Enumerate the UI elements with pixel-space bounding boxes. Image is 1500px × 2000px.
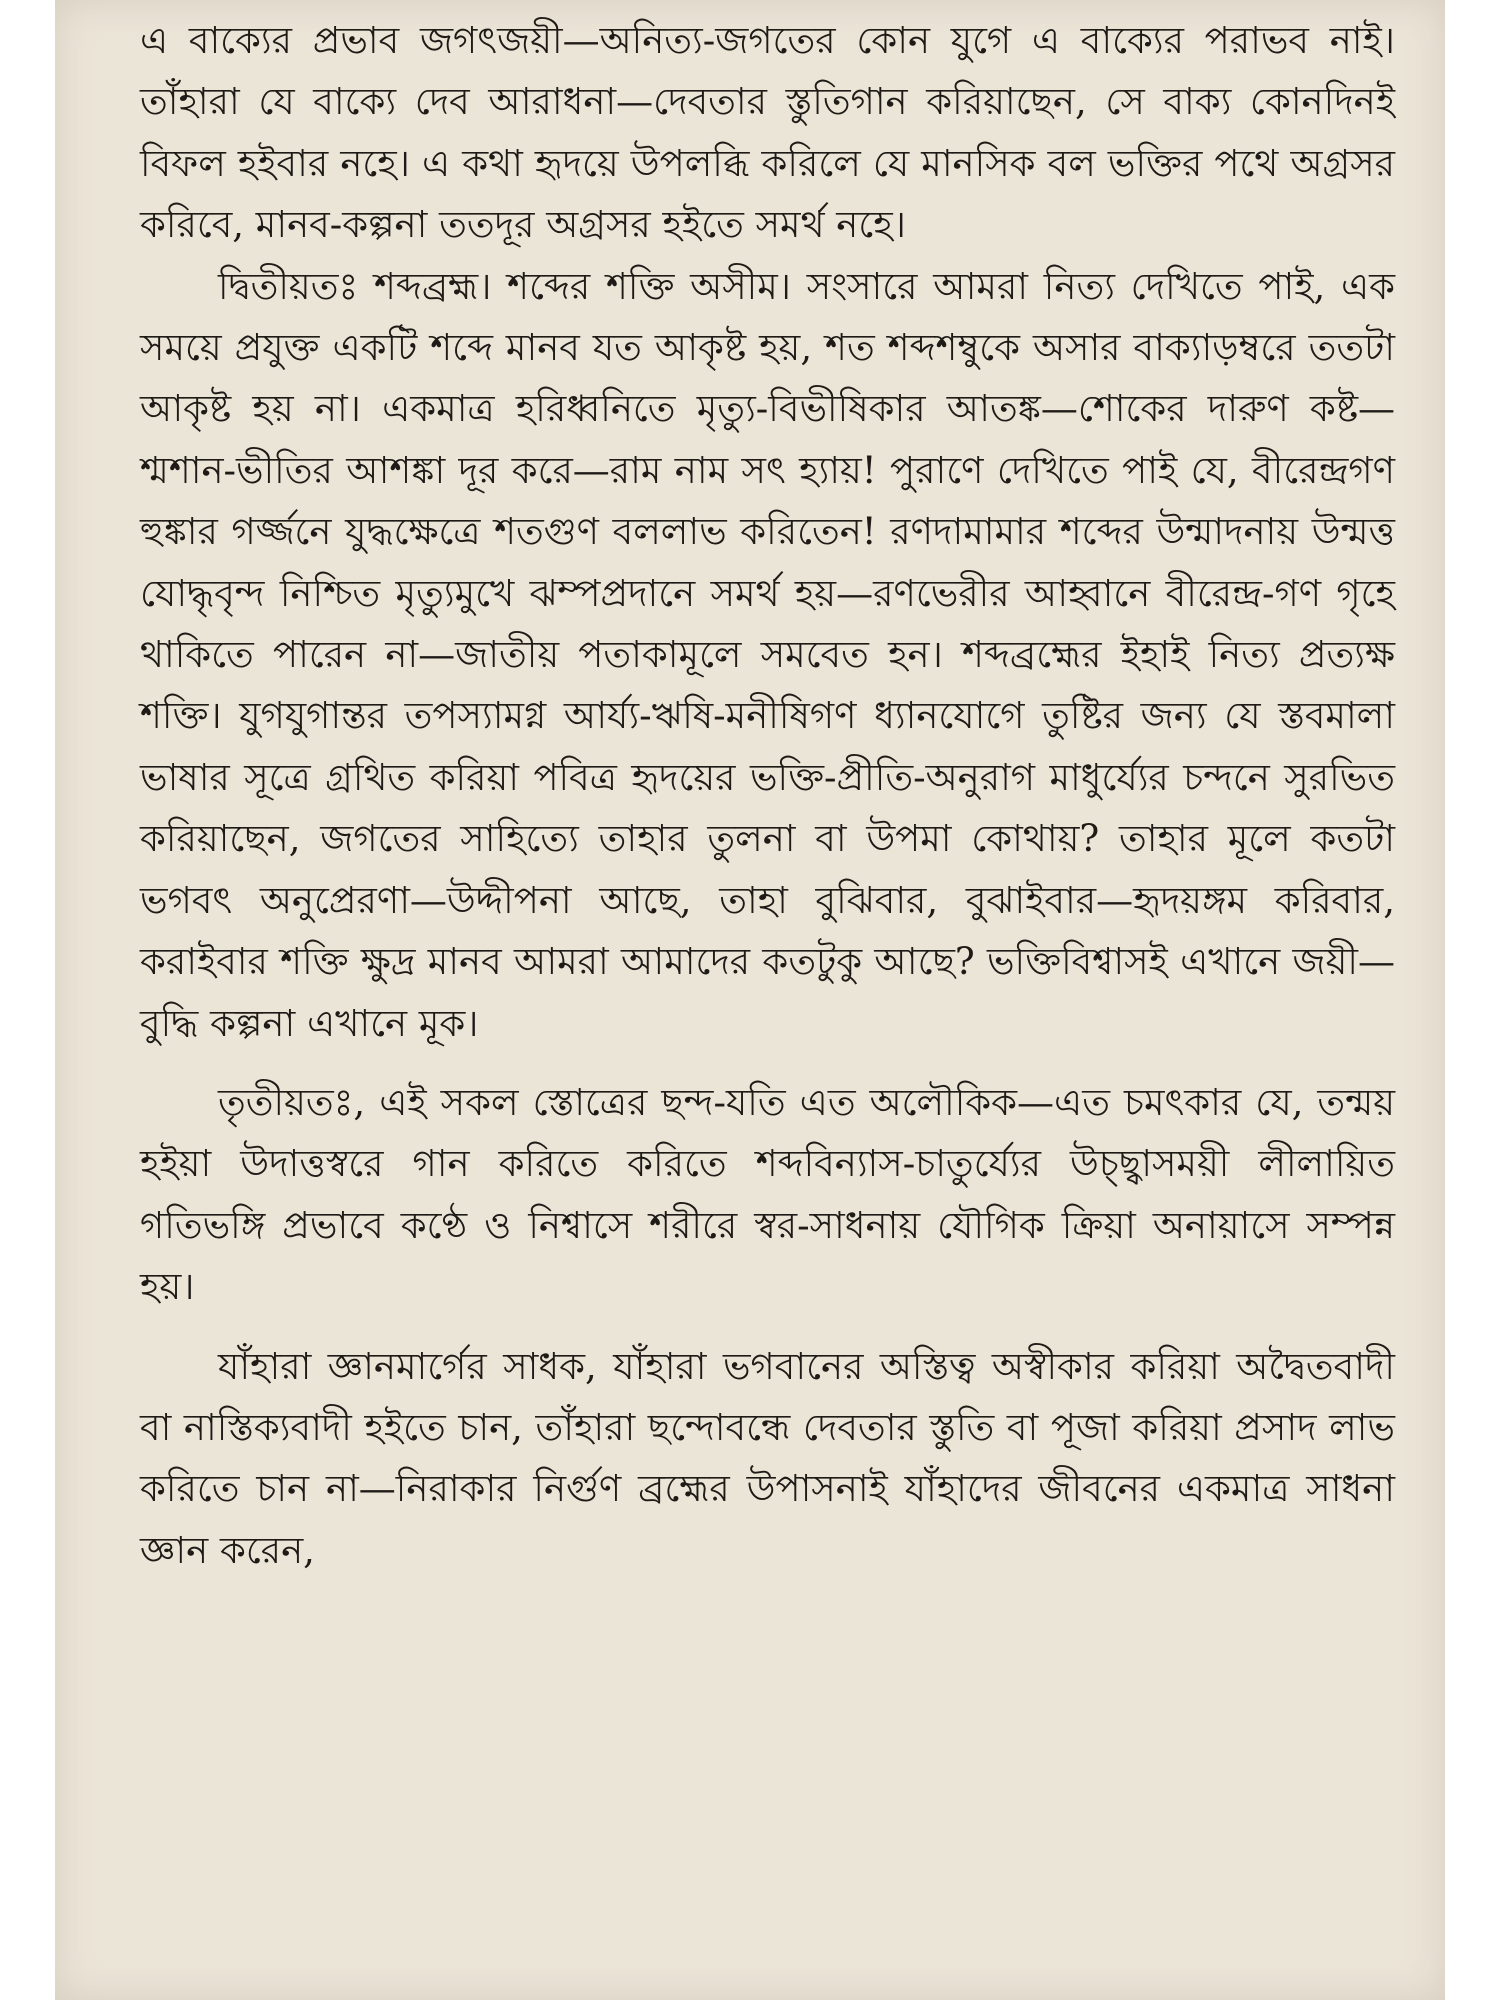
page-text bbox=[140, 10, 1395, 1581]
paragraph-2: দ্বিতীয়তঃ শব্দব্রহ্ম। শব্দের শক্তি অসীম। সংসারে আমরা নিত্য দেখিতে পাই, এক সময়ে প্রযুক্ত একটি শব্দে মানব যত আকৃষ্ট হয়, শত শব্দশম্বুকে অসার বাক্যাড়ম্বরে ততটা আকৃষ্ট হয় না। একমাত্র হরিধ্বনিতে মৃত্যু-বিভীষিকার আতঙ্ক—শোকের দারুণ কষ্ট—শ্মশান-ভীতির আশঙ্কা দূর করে—রাম নাম সৎ হ্যায়! পুরাণে দেখিতে পাই যে, বীরেন্দ্রগণ হুঙ্কার গর্জ্জনে যুদ্ধক্ষেত্রে শতগুণ বললাভ করিতেন! রণদামামার শব্দের উন্মাদনায় উন্মত্ত যোদ্ধৃবৃন্দ নিশ্চিত মৃত্যুমুখে ঝম্পপ্রদানে সমর্থ হয়—রণভেরীর আহ্বানে বীরেন্দ্র-গণ গৃহে থাকিতে পারেন না—জাতীয় পতাকামূলে সমবেত হন। শব্দব্রহ্মের ইহাই নিত্য প্রত্যক্ষ শক্তি। যুগযুগান্তর তপস্যামগ্ন আর্য্য-ঋষি-মনীষিগণ ধ্যানযোগে তুষ্টির জন্য যে স্তবমালা ভাষার সূত্রে গ্রথিত করিয়া পবিত্র হৃদয়ের ভক্তি-প্রীতি-অনুরাগ মাধুর্য্যের চন্দনে সুরভিত করিয়াছেন, জগতের সাহিত্যে তাহার তুলনা বা উপমা কোথায়? তাহার মূলে কতটা ভগবৎ অনুপ্রেরণা—উদ্দীপনা আছে, তাহা বুঝিবার, বুঝাইবার—হৃদয়ঙ্গম করিবার, করাইবার শক্তি ক্ষুদ্র মানব আমরা আমাদের কতটুকু আছে? ভক্তিবিশ্বাসই এখানে জয়ী—বুদ্ধি কল্পনা এখানে মূক। bbox=[140, 264, 1395, 1045]
paragraph-4: যাঁহারা জ্ঞানমার্গের সাধক, যাঁহারা ভগবানের অস্তিত্ব অস্বীকার করিয়া অদ্বৈতবাদী বা নাস্তিক্যবাদী হইতে চান, তাঁহারা ছন্দোবন্ধে দেবতার স্তুতি বা পূজা করিয়া প্রসাদ লাভ করিতে চান না—নিরাকার নির্গুণ ব্রহ্মের উপাসনাই যাঁহাদের জীবনের একমাত্র সাধনা জ্ঞান করেন, bbox=[140, 1344, 1395, 1572]
paragraph-1: এ বাক্যের প্রভাব জগৎজয়ী—অনিত্য-জগতের কোন যুগে এ বাক্যের পরাভব নাই। তাঁহারা যে বাক্যে দেব আরাধনা—দেবতার স্তুতিগান করিয়াছেন, সে বাক্য কোনদিনই বিফল হইবার নহে। এ কথা হৃদয়ে উপলব্ধি করিলে যে মানসিক বল ভক্তির পথে অগ্রসর করিবে, মানব-কল্পনা ততদূর অগ্রসর হইতে সমর্থ নহে। bbox=[140, 19, 1395, 247]
paragraph-3: তৃতীয়তঃ, এই সকল স্তোত্রের ছন্দ-যতি এত অলৌকিক—এত চমৎকার যে, তন্ময় হইয়া উদাত্তস্বরে গান করিতে করিতে শব্দবিন্যাস-চাতুর্য্যের উচ্ছ্বাসময়ী লীলায়িত গতিভঙ্গি প্রভাবে কণ্ঠে ও নিশ্বাসে শরীরে স্বর-সাধনায় যৌগিক ক্রিয়া অনায়াসে সম্পন্ন হয়। bbox=[140, 1080, 1395, 1309]
book-page bbox=[55, 0, 1445, 2000]
